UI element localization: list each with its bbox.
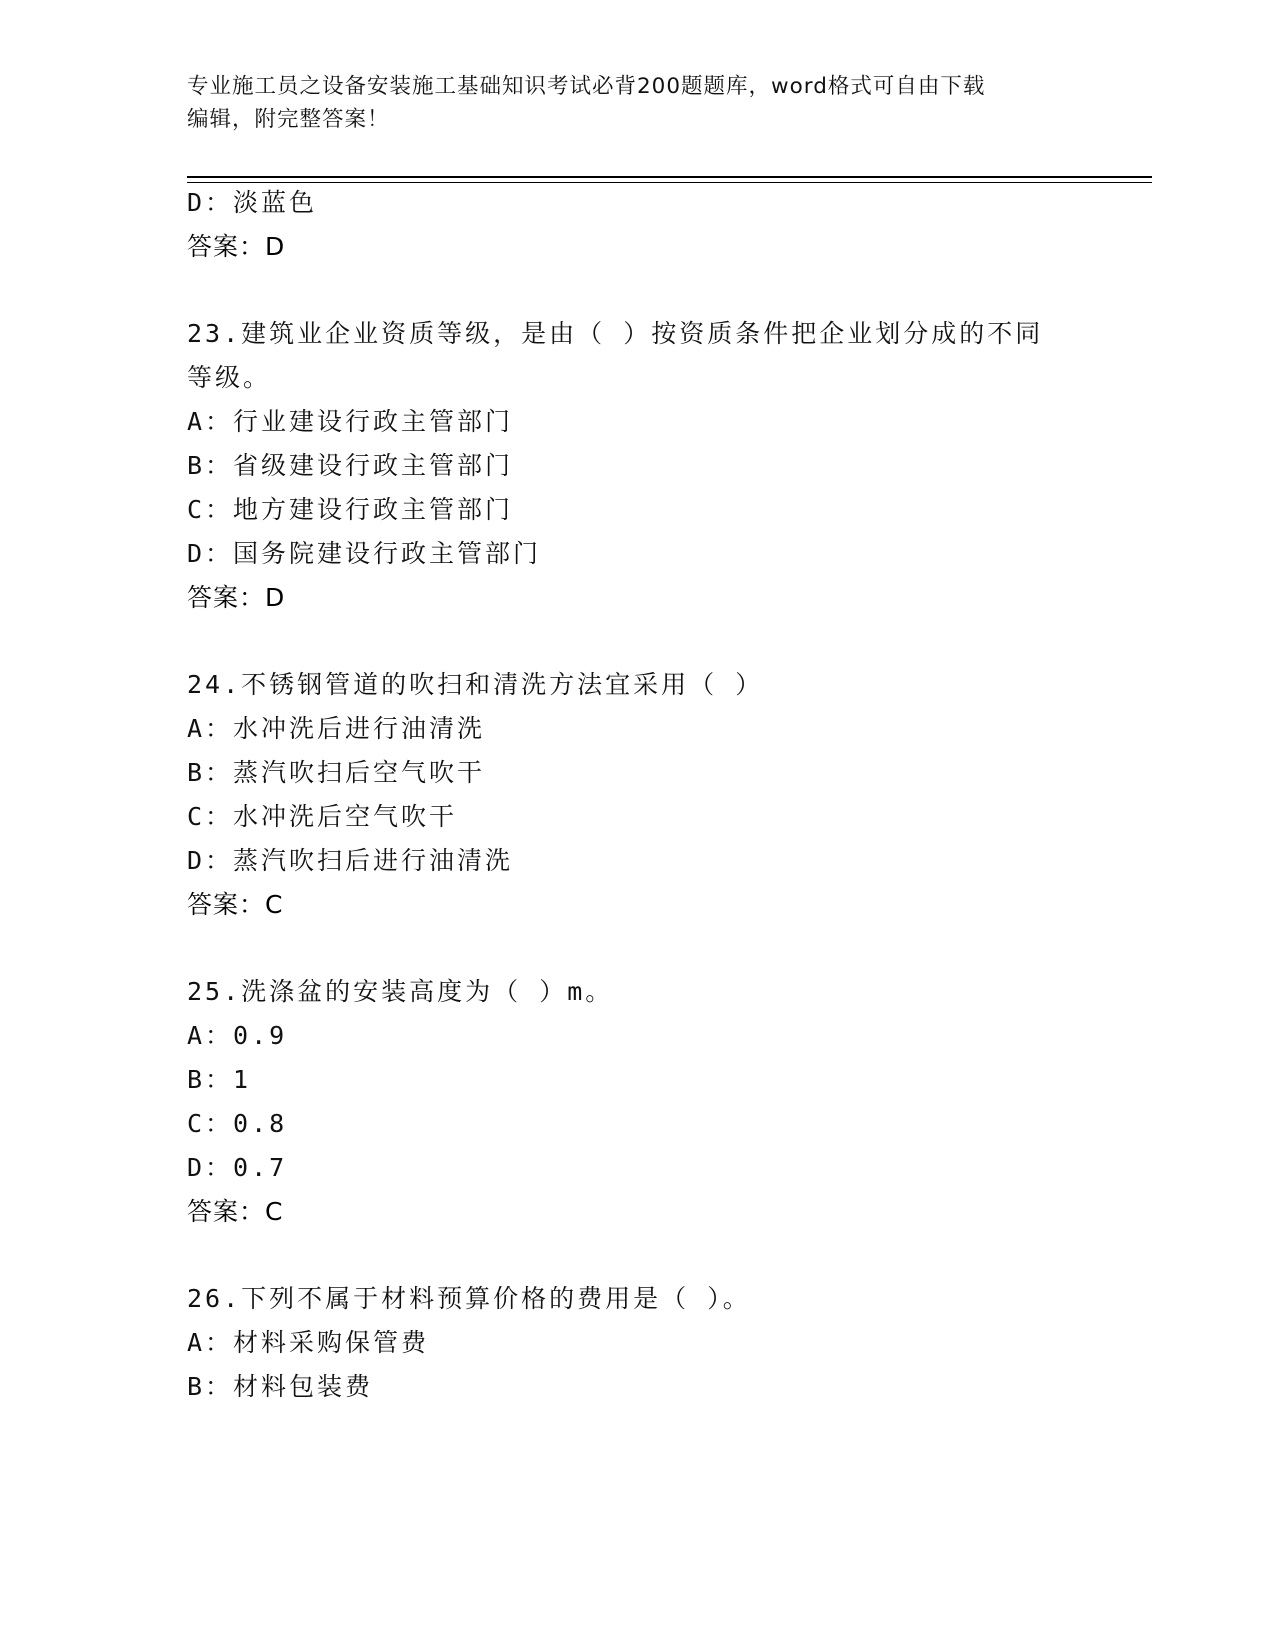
question-stem: 24.不锈钢管道的吹扫和清洗方法宜采用（ ） <box>187 670 764 699</box>
option-d: D：蒸汽吹扫后进行油清洗 <box>187 846 514 875</box>
question-stem: 26.下列不属于材料预算价格的费用是（ ）。 <box>187 1284 751 1313</box>
option-c: C：0.8 <box>187 1109 288 1138</box>
question-stem-continued: 等级。 <box>187 363 272 392</box>
answer: 答案：D <box>187 583 286 612</box>
option-b: B：材料包装费 <box>187 1372 374 1401</box>
option-b: B：1 <box>187 1065 252 1094</box>
answer: 答案：C <box>187 890 284 919</box>
option-a: A：行业建设行政主管部门 <box>187 407 514 436</box>
header-divider-thick <box>187 176 1152 178</box>
question-stem: 23.建筑业企业资质等级，是由（ ）按资质条件把企业划分成的不同 <box>187 319 1044 348</box>
answer: 答案：D <box>187 232 286 261</box>
option-c: C：地方建设行政主管部门 <box>187 495 514 524</box>
option-a: A：材料采购保管费 <box>187 1328 430 1357</box>
header-line-2: 编辑，附完整答案！ <box>187 107 390 132</box>
option-a: A：水冲洗后进行油清洗 <box>187 714 486 743</box>
option-d: D：国务院建设行政主管部门 <box>187 539 542 568</box>
option-b: B：蒸汽吹扫后空气吹干 <box>187 758 486 787</box>
document-header <box>187 70 1067 136</box>
header-divider-thin <box>187 182 1152 183</box>
option-d: D：0.7 <box>187 1153 288 1182</box>
header-line-1: 专业施工员之设备安装施工基础知识考试必背200题题库，word格式可自由下载 <box>187 74 986 99</box>
option-d: D：淡蓝色 <box>187 188 318 217</box>
option-b: B：省级建设行政主管部门 <box>187 451 514 480</box>
option-a: A：0.9 <box>187 1021 288 1050</box>
answer: 答案：C <box>187 1197 284 1226</box>
option-c: C：水冲洗后空气吹干 <box>187 802 458 831</box>
question-stem: 25.洗涤盆的安装高度为（ ）m。 <box>187 977 614 1006</box>
